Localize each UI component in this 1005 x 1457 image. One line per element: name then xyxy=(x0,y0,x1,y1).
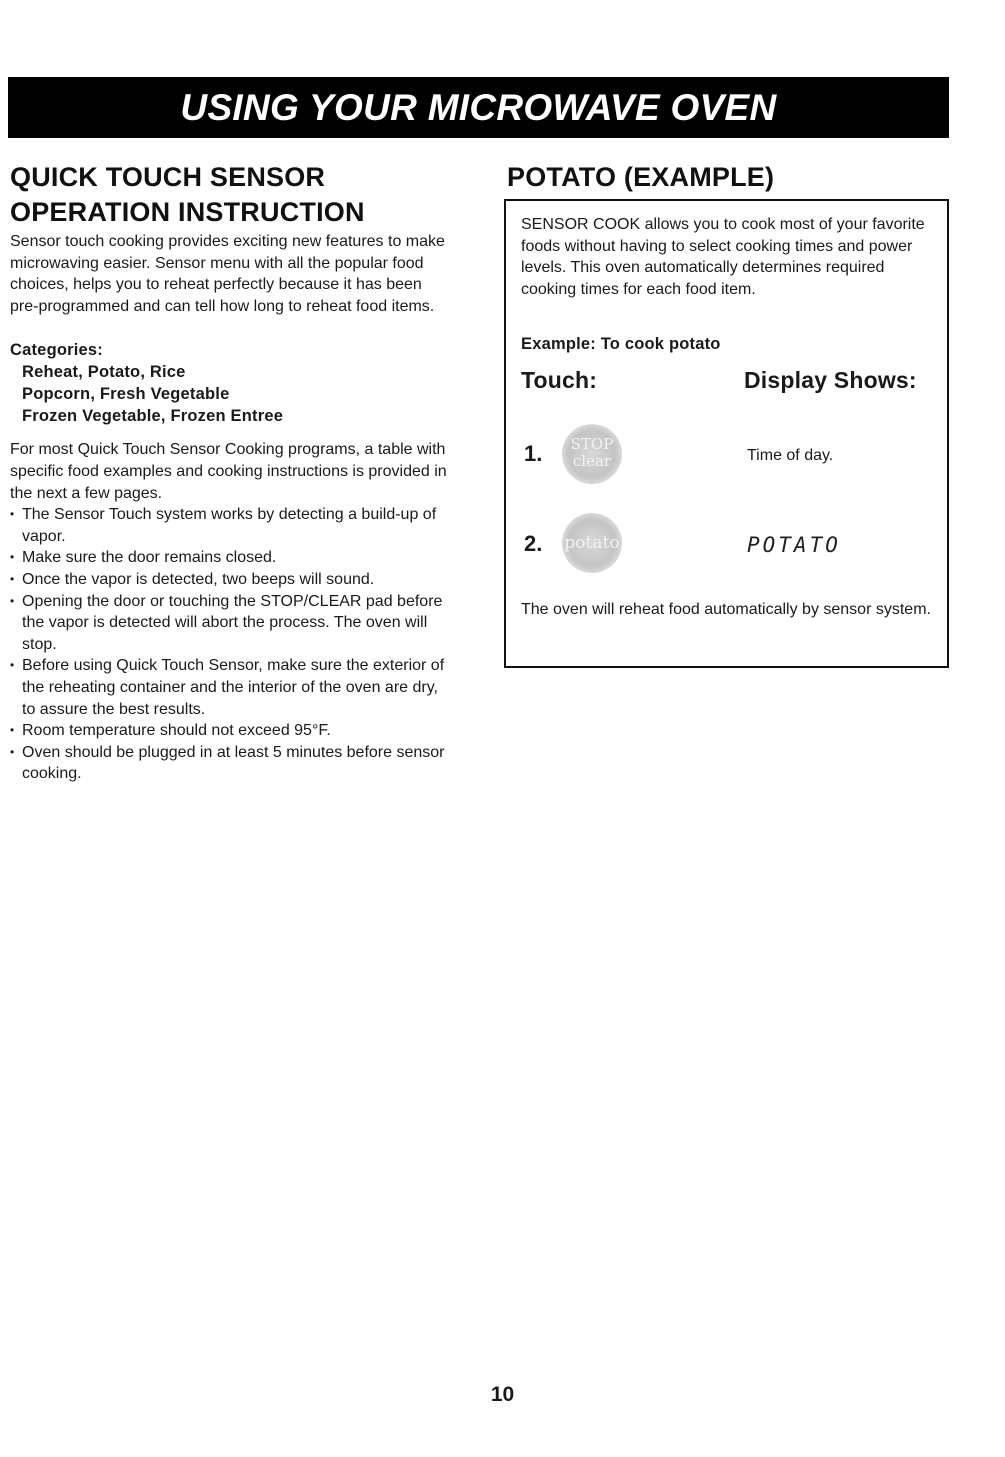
step-number: 2. xyxy=(524,531,543,556)
page-banner xyxy=(8,77,949,138)
sensor-cook-intro: SENSOR COOK allows you to cook most of your favorite foods without having to select cooking times and power levels. This oven automatically determines required cooking times for each food item. xyxy=(521,216,925,298)
list-item: • Make sure the door remains closed. xyxy=(10,547,450,569)
category-item: Popcorn, Fresh Vegetable xyxy=(22,385,230,404)
example-label: Example: To cook potato xyxy=(521,335,721,353)
potato-pad-icon xyxy=(562,513,622,573)
stop-clear-pad-icon xyxy=(562,424,622,484)
category-item: Reheat, Potato, Rice xyxy=(22,363,186,382)
section-heading-line2: OPERATION INSTRUCTION xyxy=(10,197,365,227)
example-box xyxy=(504,199,949,668)
list-item: • Opening the door or touching the STOP/CLEAR pad before the vapor is detected will abort the process. The oven will stop. xyxy=(10,591,450,656)
banner-title: USING YOUR MICROWAVE OVEN xyxy=(180,87,777,128)
page-number: 10 xyxy=(490,1383,515,1406)
touch-header: Touch: xyxy=(521,367,598,393)
pad-label: potato xyxy=(564,533,620,553)
lcd-display-readout: POTATO xyxy=(747,533,841,557)
list-item: • Oven should be plugged in at least 5 minutes before sensor cooking. xyxy=(10,742,450,785)
category-item: Frozen Vegetable, Frozen Entree xyxy=(22,407,284,426)
sensor-outro: The oven will reheat food automatically by sensor system. xyxy=(521,601,931,618)
left-column xyxy=(10,160,450,785)
section-heading-line1: QUICK TOUCH SENSOR xyxy=(10,162,326,192)
list-item: • Room temperature should not exceed 95°F. xyxy=(10,720,450,742)
instruction-list xyxy=(10,504,450,785)
programs-paragraph: For most Quick Touch Sensor Cooking programs, a table with specific food examples and cooking instructions is provided in the next a few pages. xyxy=(10,441,447,502)
list-item: • The Sensor Touch system works by detecting a build-up of vapor. xyxy=(10,504,450,547)
pad-label: clear xyxy=(572,452,612,470)
step-number: 1. xyxy=(524,441,543,466)
list-item: • Before using Quick Touch Sensor, make sure the exterior of the reheating container and the interior of the oven are dry, to assure the best results. xyxy=(10,655,450,720)
intro-paragraph: Sensor touch cooking provides exciting new features to make microwaving easier. Sensor menu with all the popular food choices, helps you to reheat perfectly because it has been pre-programmed and can tell how long to reheat food items. xyxy=(10,233,445,315)
display-text: Time of day. xyxy=(747,447,834,464)
example-heading: POTATO (EXAMPLE) xyxy=(507,162,775,192)
pad-label: STOP xyxy=(570,435,614,453)
categories-label: Categories: xyxy=(10,341,103,360)
list-item: • Once the vapor is detected, two beeps will sound. xyxy=(10,569,450,591)
display-header: Display Shows: xyxy=(744,367,917,393)
